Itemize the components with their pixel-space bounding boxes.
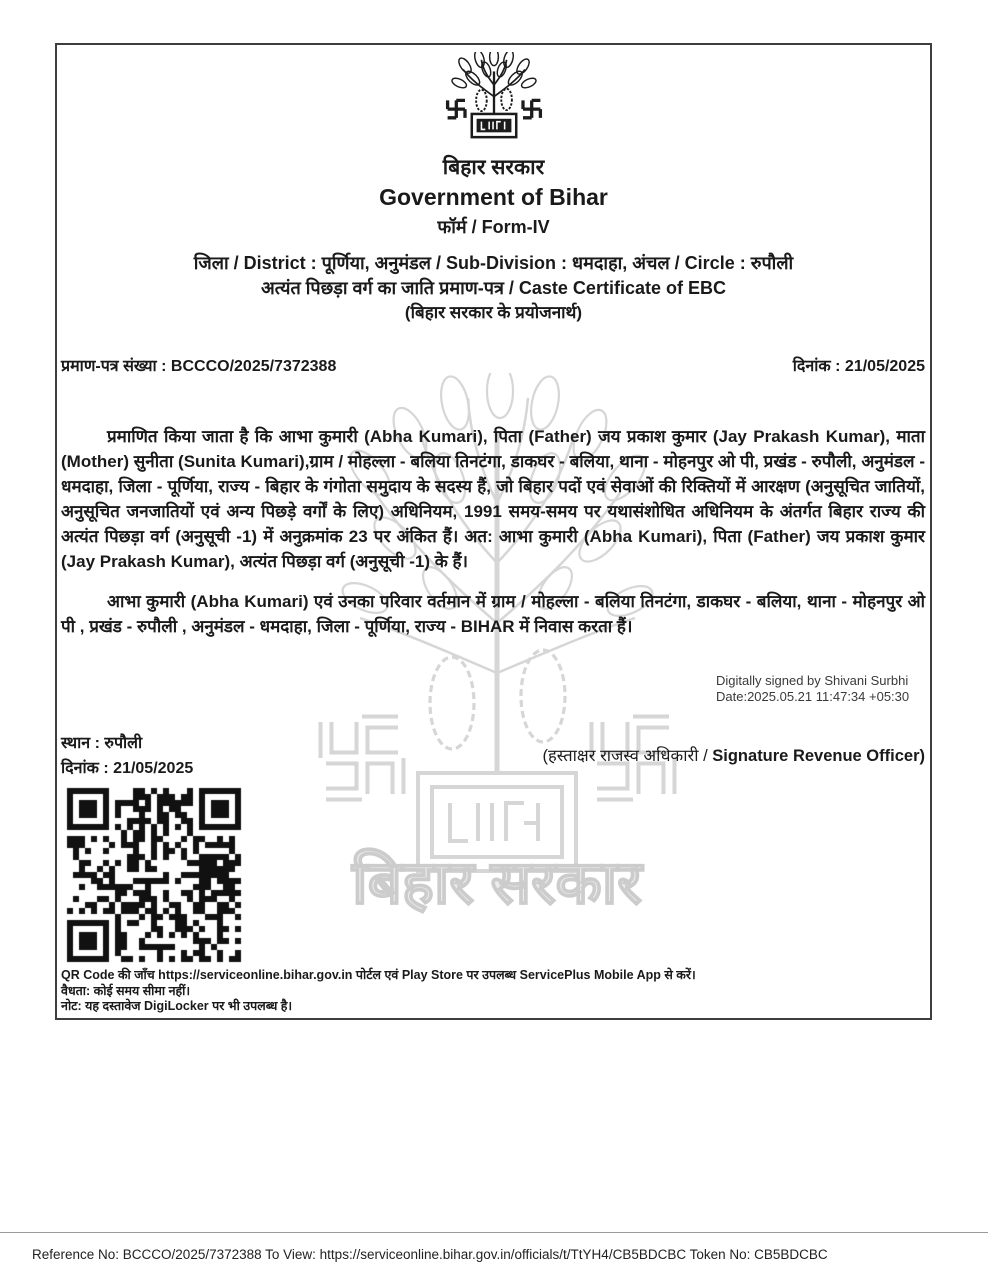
signature-officer-label bbox=[543, 743, 925, 766]
document-header bbox=[57, 50, 930, 239]
certificate-type-title: अत्यंत पिछड़ा वर्ग का जाति प्रमाण-पत्र / Caste Certificate of EBC bbox=[261, 278, 726, 298]
footer-reference-line: Reference No: BCCCO/2025/7372388 To View: https://serviceonline.bihar.gov.in/officials/t/TtYH4/CB5BDCBC Token No: CB5BDCBC bbox=[32, 1247, 828, 1262]
certificate-border-box bbox=[55, 43, 932, 1020]
digital-signature-line2: Date:2025.05.21 11:47:34 +05:30 bbox=[716, 689, 910, 704]
emblem-swastika-left bbox=[447, 100, 464, 117]
certificate-body-paragraph-2: आभा कुमारी (Abha Kumari) एवं उनका परिवार वर्तमान में ग्राम / मोहल्ला - बलिया तिनटंगा, डाकघर - बलिया, थाना - मोहनपुर ओ पी , प्रखंड - रुपौली , अनुमंडल - धमदाहा, जिला - पूर्णिया, राज्य - BIHAR में निवास करता हैं। bbox=[61, 592, 925, 636]
certificate-number-value: BCCCO/2025/7372388 bbox=[170, 358, 337, 375]
bihar-emblem-logo bbox=[436, 52, 552, 144]
signature-officer-label-hindi: (हस्ताक्षर राजस्व अधिकारी / bbox=[542, 747, 713, 765]
footer-divider bbox=[0, 1232, 988, 1233]
gov-title-english: Government of Bihar bbox=[379, 184, 608, 210]
qr-note-validity: वैधता: कोई समय सीमा नहीं। bbox=[61, 983, 191, 998]
watermark-planter bbox=[418, 773, 576, 871]
emblem-planter bbox=[471, 114, 515, 137]
watermark-text: बिहार सरकार bbox=[352, 849, 642, 916]
certificate-number-label: प्रमाण-पत्र संख्या : bbox=[61, 358, 171, 375]
certificate-title-block bbox=[57, 251, 930, 325]
form-number-line: फॉर्म / Form-IV bbox=[437, 217, 550, 237]
qr-code bbox=[65, 786, 243, 964]
certificate-date-label: दिनांक : bbox=[792, 358, 845, 375]
issue-place: स्थान : रुपौली bbox=[61, 735, 143, 752]
certificate-number bbox=[61, 354, 336, 376]
digital-signature-stamp bbox=[716, 673, 909, 705]
district-subdivision-circle-line: जिला / District : पूर्णिया, अनुमंडल / Sub-Division : धमदाहा, अंचल / Circle : रुपौली bbox=[193, 253, 794, 273]
certificate-date-value: 21/05/2025 bbox=[844, 358, 925, 375]
signature-officer-label-english: Signature Revenue Officer) bbox=[712, 747, 925, 765]
qr-note-digilocker: नोट: यह दस्तावेज DigiLocker पर भी उपलब्ध है। bbox=[61, 999, 293, 1013]
certificate-date bbox=[793, 354, 925, 376]
emblem-swastika-right bbox=[523, 100, 540, 117]
digital-signature-line1: Digitally signed by Shivani Surbhi bbox=[716, 673, 909, 688]
qr-note-verification: QR Code की जाँच https://serviceonline.bihar.gov.in पोर्टल एवं Play Store पर उपलब्ध ServicePlus Mobile App से करें। bbox=[61, 968, 696, 982]
qr-notes-block bbox=[61, 968, 925, 1015]
purpose-line: (बिहार सरकार के प्रयोजनार्थ) bbox=[404, 303, 583, 322]
watermark-swastika-left bbox=[326, 722, 398, 794]
certificate-body-paragraph-1: प्रमाणित किया जाता है कि आभा कुमारी (Abha Kumari), पिता (Father) जय प्रकाश कुमार (Jay Prakash Kumar), माता (Mother) सुनीता (Sunita Kumari),ग्राम / मोहल्ला - बलिया तिनटंगा, डाकघर - बलिया, थाना - मोहनपुर ओ पी, प्रखंड - रुपौली, अनुमंडल - धमदाहा, जिला - पूर्णिया, राज्य - बिहार के गंगोता समुदाय के सदस्य हैं, जो बिहार पदों एवं सेवाओं की रिक्तियों में आरक्षण (अनुसूचित जातियों, अनुसूचित जनजातियों एवं अन्य पिछड़े वर्गों के लिए) अधिनियम, 1991 समय-समय पर यथासंशोधित अधिनियम के अंतर्गत बिहार राज्य की अत्यंत पिछड़ा वर्ग (अनुसूची -1) में अनुक्रमांक 23 पर अंकित हैं। अत: आभा कुमारी (Abha Kumari), पिता (Father) जय प्रकाश कुमार (Jay Prakash Kumar), अत्यंत पिछड़ा वर्ग (अनुसूची -1) के हैं। bbox=[61, 427, 925, 571]
gov-title-hindi: बिहार सरकार bbox=[442, 156, 545, 179]
issue-date: दिनांक : 21/05/2025 bbox=[61, 760, 194, 777]
certificate-meta-row bbox=[61, 354, 925, 376]
